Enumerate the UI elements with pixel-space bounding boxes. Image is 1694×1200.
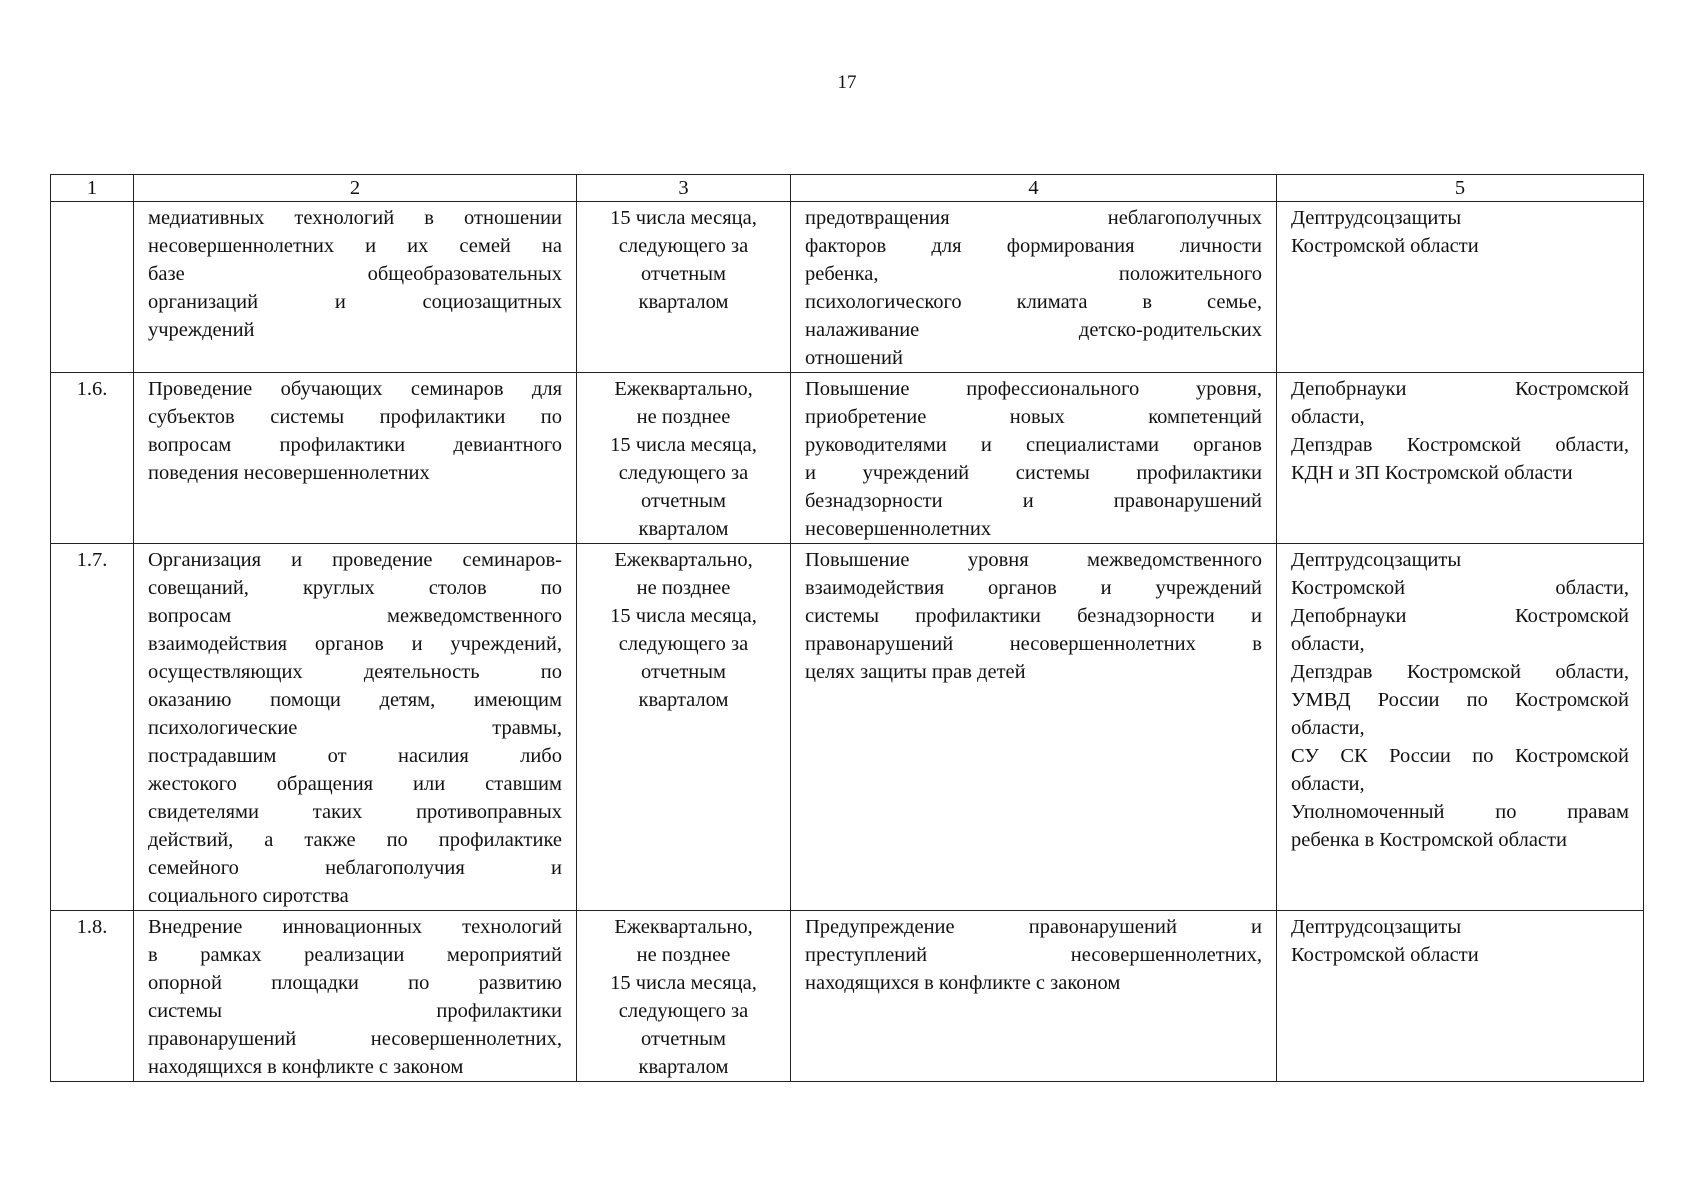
result-line: правонарушений несовершеннолетних в — [805, 633, 1262, 655]
executors-cell — [1277, 544, 1644, 911]
executors-line: Дептрудсоцзащиты — [1291, 549, 1462, 571]
event-line: психологические травмы, — [148, 717, 562, 739]
event-line: находящихся в конфликте с законом — [148, 1056, 464, 1078]
result-line: преступлений несовершеннолетних, — [805, 944, 1262, 966]
term-line: кварталом — [638, 689, 729, 711]
result-line: и учреждений системы профилактики — [805, 462, 1262, 484]
term-line: 15 числа месяца, — [610, 972, 757, 994]
term-line: не позднее — [636, 406, 731, 428]
result-line: несовершеннолетних — [805, 518, 992, 540]
result-line: взаимодействия органов и учреждений — [805, 577, 1262, 599]
result-cell — [791, 544, 1277, 911]
header-cell-5: 5 — [1277, 175, 1644, 202]
table-row — [51, 544, 1644, 911]
executors-line: ребенка в Костромской области — [1291, 829, 1567, 851]
executors-cell — [1277, 373, 1644, 544]
event-line: организаций и социозащитных — [148, 291, 562, 313]
executors-line: КДН и ЗП Костромской области — [1291, 462, 1573, 484]
event-line: оказанию помощи детям, имеющим — [148, 689, 562, 711]
executors-line: Костромской области — [1291, 235, 1479, 257]
term-line: кварталом — [638, 291, 729, 313]
header-cell-1: 1 — [51, 175, 134, 202]
term-line: 15 числа месяца, — [610, 434, 757, 456]
term-cell — [577, 202, 791, 373]
event-line: опорной площадки по развитию — [148, 972, 562, 994]
term-line: 15 числа месяца, — [610, 605, 757, 627]
executors-cell — [1277, 202, 1644, 373]
term-line: не позднее — [636, 577, 731, 599]
term-line: следующего за — [618, 462, 749, 484]
result-line: безнадзорности и правонарушений — [805, 490, 1262, 512]
executors-line: Депобрнауки Костромской — [1291, 605, 1629, 627]
event-line: Внедрение инновационных технологий — [148, 916, 562, 938]
event-line: действий, а также по профилактике — [148, 829, 562, 851]
table-row — [51, 202, 1644, 373]
executors-line: Костромской области, — [1291, 577, 1629, 599]
event-line: несовершеннолетних и их семей на — [148, 235, 562, 257]
event-line: осуществляющих деятельность по — [148, 661, 562, 683]
table-row — [51, 373, 1644, 544]
event-line: взаимодействия органов и учреждений, — [148, 633, 562, 655]
executors-line: Депздрав Костромской области, — [1291, 661, 1629, 683]
result-line: Повышение уровня межведомственного — [805, 549, 1262, 571]
result-line: Повышение профессионального уровня, — [805, 378, 1262, 400]
event-cell — [134, 373, 577, 544]
row-number-cell: 1.7. — [51, 544, 134, 911]
executors-line: Депобрнауки Костромской — [1291, 378, 1629, 400]
term-line: кварталом — [638, 1056, 729, 1078]
executors-line: области, — [1291, 717, 1365, 739]
table-header-row — [51, 175, 1644, 202]
result-line: психологического климата в семье, — [805, 291, 1262, 313]
header-cell-4: 4 — [791, 175, 1277, 202]
event-cell — [134, 911, 577, 1082]
page-number: 17 — [837, 72, 857, 93]
result-cell — [791, 373, 1277, 544]
event-line: семейного неблагополучия и — [148, 857, 562, 879]
event-line: свидетелями таких противоправных — [148, 801, 562, 823]
result-line: ребенка, положительного — [805, 263, 1262, 285]
result-cell — [791, 202, 1277, 373]
event-line: вопросам профилактики девиантного — [148, 434, 562, 456]
result-line: предотвращения неблагополучных — [805, 207, 1262, 229]
result-line: Предупреждение правонарушений и — [805, 916, 1262, 938]
event-line: поведения несовершеннолетних — [148, 462, 430, 484]
result-line: целях защиты прав детей — [805, 661, 1026, 683]
term-line: Ежеквартально, — [614, 378, 753, 400]
row-number-cell — [51, 202, 134, 373]
event-cell — [134, 544, 577, 911]
header-cell-2: 2 — [134, 175, 577, 202]
executors-line: Депздрав Костромской области, — [1291, 434, 1629, 456]
executors-line: области, — [1291, 773, 1365, 795]
term-line: следующего за — [618, 633, 749, 655]
term-line: Ежеквартально, — [614, 549, 753, 571]
term-cell — [577, 373, 791, 544]
result-line: факторов для формирования личности — [805, 235, 1262, 257]
term-line: следующего за — [618, 1000, 749, 1022]
executors-line: Уполномоченный по правам — [1291, 801, 1629, 823]
event-line: социального сиротства — [148, 885, 349, 907]
executors-line: Костромской области — [1291, 944, 1479, 966]
result-line: приобретение новых компетенций — [805, 406, 1262, 428]
event-line: Проведение обучающих семинаров для — [148, 378, 562, 400]
executors-line: Дептрудсоцзащиты — [1291, 207, 1462, 229]
event-line: жестокого обращения или ставшим — [148, 773, 562, 795]
term-line: отчетным — [640, 263, 727, 285]
term-cell — [577, 544, 791, 911]
term-line: кварталом — [638, 518, 729, 540]
event-line: пострадавшим от насилия либо — [148, 745, 562, 767]
result-line: системы профилактики безнадзорности и — [805, 605, 1262, 627]
term-line: Ежеквартально, — [614, 916, 753, 938]
table-row — [51, 911, 1644, 1082]
term-line: отчетным — [640, 661, 727, 683]
event-line: вопросам межведомственного — [148, 605, 562, 627]
event-line: системы профилактики — [148, 1000, 562, 1022]
executors-line: области, — [1291, 633, 1365, 655]
result-line: отношений — [805, 347, 903, 369]
term-line: не позднее — [636, 944, 731, 966]
event-line: Организация и проведение семинаров- — [148, 549, 562, 571]
event-line: субъектов системы профилактики по — [148, 406, 562, 428]
term-line: отчетным — [640, 1028, 727, 1050]
executors-line: УМВД России по Костромской — [1291, 689, 1629, 711]
event-line: в рамках реализации мероприятий — [148, 944, 562, 966]
event-line: совещаний, круглых столов по — [148, 577, 562, 599]
result-line: находящихся в конфликте с законом — [805, 972, 1121, 994]
term-line: отчетным — [640, 490, 727, 512]
executors-cell — [1277, 911, 1644, 1082]
result-line: налаживание детско-родительских — [805, 319, 1262, 341]
executors-line: области, — [1291, 406, 1365, 428]
event-line: учреждений — [148, 319, 255, 341]
plan-table — [50, 174, 1644, 1082]
term-cell — [577, 911, 791, 1082]
event-line: медиативных технологий в отношении — [148, 207, 562, 229]
result-cell — [791, 911, 1277, 1082]
term-line: 15 числа месяца, — [610, 207, 757, 229]
executors-line: Дептрудсоцзащиты — [1291, 916, 1462, 938]
row-number-cell: 1.6. — [51, 373, 134, 544]
row-number-cell: 1.8. — [51, 911, 134, 1082]
event-line: правонарушений несовершеннолетних, — [148, 1028, 562, 1050]
event-line: базе общеобразовательных — [148, 263, 562, 285]
header-cell-3: 3 — [577, 175, 791, 202]
term-line: следующего за — [618, 235, 749, 257]
event-cell — [134, 202, 577, 373]
executors-line: СУ СК России по Костромской — [1291, 745, 1629, 767]
result-line: руководителями и специалистами органов — [805, 434, 1262, 456]
